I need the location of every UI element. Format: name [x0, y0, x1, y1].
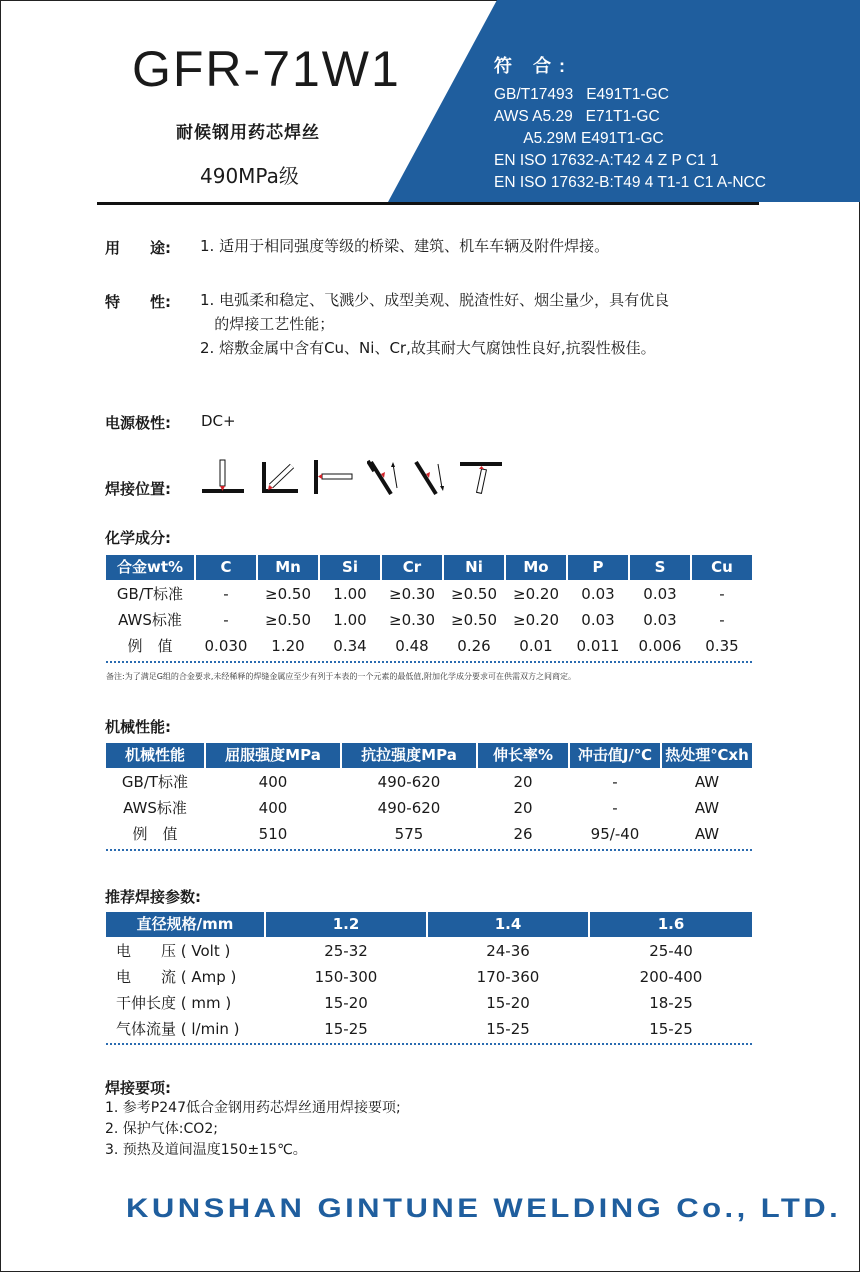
- chemical-header-cell: Mn: [258, 555, 318, 580]
- table-cell: 95/-40: [590, 825, 640, 843]
- table-row: [106, 581, 752, 607]
- table-cell: 400: [258, 799, 288, 817]
- table-cell: 25-40: [649, 942, 693, 960]
- dotted-divider: [106, 849, 752, 851]
- table-cell: 0.01: [519, 637, 553, 655]
- table-row: [106, 607, 752, 633]
- table-cell: 15-20: [324, 994, 368, 1012]
- table-row: [106, 938, 752, 964]
- standard-line: AWS A5.29 E71T1-GC: [494, 108, 660, 125]
- table-cell: 0.03: [581, 611, 615, 629]
- mechanical-header-cell: 屈服强度MPa: [206, 743, 340, 768]
- table-cell: 490-620: [377, 773, 441, 791]
- table-cell: 150-300: [314, 968, 378, 986]
- table-cell: 0.011: [576, 637, 620, 655]
- row-label: 气体流量 ( l/min ): [116, 1020, 240, 1038]
- table-cell: 490-620: [377, 799, 441, 817]
- table-cell: 0.48: [395, 637, 429, 655]
- table-cell: -: [612, 773, 618, 791]
- features-label: 特 性:: [105, 293, 171, 311]
- table-cell: 0.03: [643, 585, 677, 603]
- table-cell: AW: [694, 799, 720, 817]
- table-cell: 0.03: [643, 611, 677, 629]
- table-cell: 170-360: [476, 968, 540, 986]
- table-row: [106, 1016, 752, 1042]
- mechanical-table: [106, 743, 752, 849]
- table-cell: ≥0.30: [389, 611, 435, 629]
- table-cell: 25-32: [324, 942, 368, 960]
- product-grade: 490MPa级: [200, 164, 299, 188]
- features-line: 1. 电弧柔和稳定、飞溅少、成型美观、脱渣性好、烟尘量少，具有优良: [200, 291, 670, 309]
- positions-label: 焊接位置:: [105, 480, 171, 498]
- table-cell: 0.35: [705, 637, 739, 655]
- table-cell: ≥0.30: [389, 585, 435, 603]
- flat-weld-icon: [202, 458, 244, 496]
- product-model: GFR-71W1: [132, 41, 401, 97]
- chemical-note: 备注:为了满足G组的合金要求,未经稀释的焊缝金属应至少有列于本表的一个元素的最低值,附加化学成分要求可在供需双方之间商定。: [106, 672, 576, 681]
- table-row: [106, 821, 752, 847]
- parameters-header-cell: 1.6: [590, 912, 752, 937]
- table-cell: 24-36: [486, 942, 530, 960]
- chemical-title: 化学成分:: [105, 529, 171, 547]
- mechanical-header-cell: 抗拉强度MPa: [342, 743, 476, 768]
- features-line: 的焊接工艺性能；: [200, 315, 335, 333]
- table-cell: 1.20: [271, 637, 305, 655]
- table-cell: 510: [258, 825, 288, 843]
- table-row: [106, 964, 752, 990]
- table-cell: 20: [513, 773, 533, 791]
- notes-line: 3. 预热及道间温度150±15℃。: [105, 1142, 307, 1158]
- table-cell: AW: [694, 825, 720, 843]
- table-cell: 15-25: [324, 1020, 368, 1038]
- row-label: 电 压 ( Volt ): [116, 942, 231, 960]
- vertical-down-icon: [412, 458, 448, 496]
- mechanical-header-cell: 伸长率%: [478, 743, 568, 768]
- table-cell: AW: [694, 773, 720, 791]
- table-cell: -: [223, 611, 229, 629]
- table-cell: 1.00: [333, 611, 367, 629]
- mechanical-header-cell: 机械性能: [106, 743, 204, 768]
- chemical-header-row: [106, 555, 752, 580]
- standard-line: EN ISO 17632-B:T49 4 T1-1 C1 A-NCC: [494, 174, 766, 191]
- table-cell: 0.03: [581, 585, 615, 603]
- mechanical-header-row: [106, 743, 752, 768]
- table-row: [106, 795, 752, 821]
- chemical-header-cell: C: [196, 555, 256, 580]
- table-row: [106, 633, 752, 659]
- polarity-label: 电源极性:: [105, 414, 171, 432]
- usage-text: 1. 适用于相同强度等级的桥梁、建筑、机车车辆及附件焊接。: [200, 237, 610, 255]
- row-label: AWS标准: [118, 611, 182, 629]
- chemical-header-cell: Si: [320, 555, 380, 580]
- chemical-header-cell: S: [630, 555, 690, 580]
- company-name: KUNSHAN GINTUNE WELDING Co., LTD.: [126, 1193, 842, 1223]
- table-cell: 1.00: [333, 585, 367, 603]
- notes-line: 2. 保护气体:CO2;: [105, 1121, 218, 1137]
- usage-label: 用 途:: [105, 239, 171, 257]
- chemical-header-cell: Cu: [692, 555, 752, 580]
- standard-line: GB/T17493 E491T1-GC: [494, 86, 669, 103]
- standards-block: [494, 52, 766, 194]
- table-cell: 15-25: [486, 1020, 530, 1038]
- table-cell: 575: [394, 825, 424, 843]
- table-row: [106, 990, 752, 1016]
- product-subtitle: 耐候钢用药芯焊丝: [176, 123, 320, 143]
- table-cell: ≥0.50: [451, 585, 497, 603]
- table-cell: 400: [258, 773, 288, 791]
- parameters-title: 推荐焊接参数:: [105, 888, 201, 906]
- chemical-header-cell: Mo: [506, 555, 566, 580]
- table-row: [106, 769, 752, 795]
- dotted-divider: [106, 661, 752, 663]
- standard-line: A5.29M E491T1-GC: [494, 130, 664, 147]
- mechanical-title: 机械性能:: [105, 718, 171, 736]
- row-label: 干伸长度 ( mm ): [116, 994, 232, 1012]
- table-cell: -: [719, 611, 725, 629]
- row-label: 例 值: [127, 637, 173, 655]
- mechanical-header-cell: 冲击值J/℃: [570, 743, 660, 768]
- header-rule: [97, 202, 759, 205]
- chemical-header-cell: P: [568, 555, 628, 580]
- table-cell: 0.030: [204, 637, 248, 655]
- row-label: GB/T标准: [121, 773, 189, 791]
- table-cell: 200-400: [639, 968, 703, 986]
- vertical-up-icon: [367, 458, 403, 496]
- chemical-header-cell: Ni: [444, 555, 504, 580]
- table-cell: -: [612, 799, 618, 817]
- parameters-header-cell: 1.4: [428, 912, 588, 937]
- table-cell: 15-25: [649, 1020, 693, 1038]
- table-cell: 26: [513, 825, 533, 843]
- table-cell: 0.34: [333, 637, 367, 655]
- notes-title: 焊接要项:: [105, 1079, 171, 1097]
- row-label: AWS标准: [123, 799, 187, 817]
- parameters-header-cell: 直径规格/mm: [106, 912, 264, 937]
- row-label: GB/T标准: [116, 585, 184, 603]
- horizontal-fillet-icon: [258, 458, 300, 496]
- overhead-weld-icon: [460, 458, 502, 496]
- horizontal-weld-icon: [312, 458, 354, 496]
- table-cell: ≥0.20: [513, 611, 559, 629]
- table-cell: -: [223, 585, 229, 603]
- standards-heading: 符 合:: [494, 56, 573, 76]
- chemical-table: [106, 555, 752, 665]
- table-cell: ≥0.50: [265, 585, 311, 603]
- notes-line: 1. 参考P247低合金钢用药芯焊丝通用焊接要项;: [105, 1100, 401, 1116]
- features-line: 2. 熔敷金属中含有Cu、Ni、Cr,故其耐大气腐蚀性良好,抗裂性极佳。: [200, 339, 656, 357]
- parameters-header-cell: 1.2: [266, 912, 426, 937]
- polarity-value: DC+: [201, 412, 236, 430]
- table-cell: 0.006: [638, 637, 682, 655]
- table-cell: ≥0.20: [513, 585, 559, 603]
- dotted-divider: [106, 1043, 752, 1045]
- table-cell: -: [719, 585, 725, 603]
- chemical-header-cell: 合金wt%: [106, 555, 194, 580]
- table-cell: 20: [513, 799, 533, 817]
- table-cell: ≥0.50: [451, 611, 497, 629]
- mechanical-header-cell: 热处理℃xh: [662, 743, 752, 768]
- chemical-header-cell: Cr: [382, 555, 442, 580]
- standard-line: EN ISO 17632-A:T42 4 Z P C1 1: [494, 152, 719, 169]
- table-cell: 0.26: [457, 637, 491, 655]
- table-cell: 18-25: [649, 994, 693, 1012]
- row-label: 电 流 ( Amp ): [116, 968, 237, 986]
- table-cell: ≥0.50: [265, 611, 311, 629]
- table-cell: 15-20: [486, 994, 530, 1012]
- row-label: 例 值: [132, 825, 178, 843]
- parameters-header-row: [106, 912, 752, 937]
- parameters-table: [106, 912, 752, 1042]
